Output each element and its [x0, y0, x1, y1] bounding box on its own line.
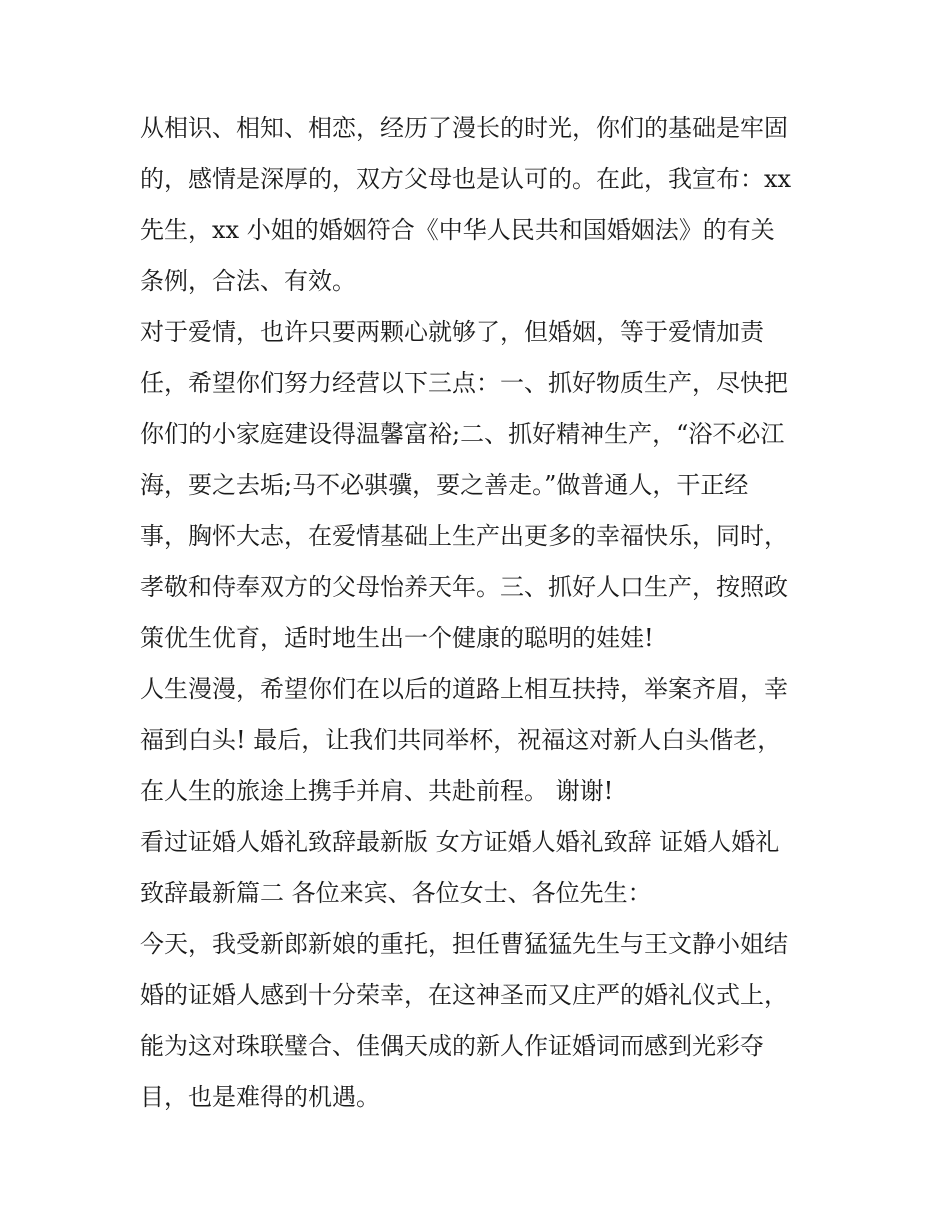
- text-line: 事，胸怀大志，在爱情基础上生产出更多的幸福快乐，同时，: [140, 522, 788, 550]
- text-line: 从相识、相知、相恋，经历了漫长的时光，你们的基础是牢固: [140, 114, 788, 142]
- text-line: 的，感情是深厚的，双方父母也是认可的。在此，我宣布：xx: [140, 165, 792, 193]
- document-body: [140, 108, 820, 1128]
- text-line: 看过证婚人婚礼致辞最新版 女方证婚人婚礼致辞 证婚人婚礼: [140, 828, 780, 856]
- text-line: 福到白头! 最后，让我们共同举杯，祝福这对新人白头偕老，: [140, 726, 782, 754]
- text-line: 先生，xx 小姐的婚姻符合《中华人民共和国婚姻法》的有关: [140, 216, 775, 244]
- text-line: 对于爱情，也许只要两颗心就够了，但婚姻，等于爱情加责: [140, 318, 764, 346]
- text-line: 人生漫漫，希望你们在以后的道路上相互扶持，举案齐眉，幸: [140, 675, 788, 703]
- text-line: 在人生的旅途上携手并肩、共赴前程。 谢谢!: [140, 777, 614, 805]
- text-line: 目，也是难得的机遇。: [140, 1083, 380, 1111]
- text-line: 条例，合法、有效。: [140, 267, 356, 295]
- text-line: 任，希望你们努力经营以下三点：一、抓好物质生产，尽快把: [140, 369, 788, 397]
- text-line: 今天，我受新郎新娘的重托，担任曹猛猛先生与王文静小姐结: [140, 930, 788, 958]
- text-line: 孝敬和侍奉双方的父母怡养天年。三、抓好人口生产，按照政: [140, 573, 788, 601]
- text-line: 致辞最新篇二 各位来宾、各位女士、各位先生：: [140, 879, 652, 907]
- text-line: 婚的证婚人感到十分荣幸，在这神圣而又庄严的婚礼仪式上，: [140, 981, 788, 1009]
- text-line: 能为这对珠联璧合、佳偶天成的新人作证婚词而感到光彩夺: [140, 1032, 764, 1060]
- text-line: 策优生优育，适时地生出一个健康的聪明的娃娃!: [140, 624, 654, 652]
- text-line: 海，要之去垢;马不必骐骥，要之善走。”做普通人，干正经: [140, 471, 749, 499]
- text-line: 你们的小家庭建设得温馨富裕;二、抓好精神生产，“浴不必江: [140, 420, 785, 448]
